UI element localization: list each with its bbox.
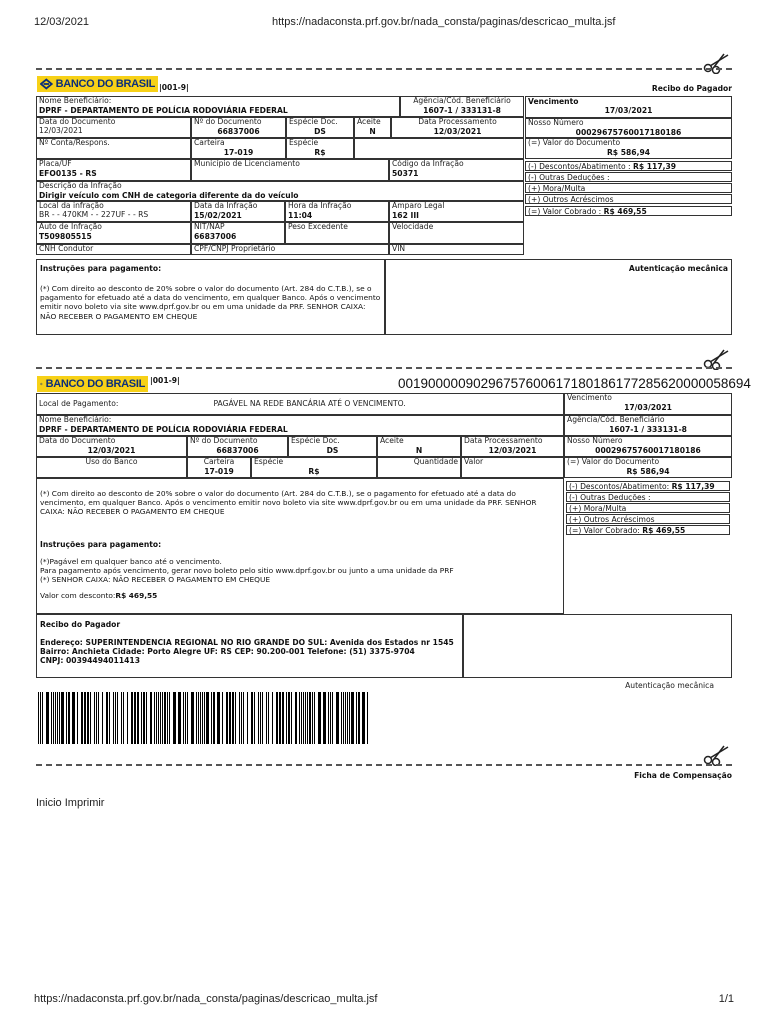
blank-cell: [354, 138, 524, 159]
barcode-bar: [299, 692, 300, 744]
value: DS: [326, 445, 339, 455]
instruction-line: (*) SENHOR CAIXA: NÃO RECEBER O PAGAMENTO EM CHEQUE: [40, 575, 271, 585]
barcode-bar: [106, 692, 108, 744]
barcode-bar: [113, 692, 114, 744]
receipt-instructions: [36, 259, 385, 335]
barcode-bar: [254, 692, 255, 744]
page-count: 1/1: [718, 993, 734, 1005]
value: R$ 117,39: [671, 482, 715, 491]
barcode-bar: [235, 692, 236, 744]
label: (=) Valor Cobrado :: [528, 207, 602, 216]
notice-text: (*) Com direito ao desconto de 20% sobre o valor do documento (Art. 284 do C.T.B.), se o pagamento for efetuado até a data do vencimento, em qualquer Banco. Após o vencimento emitir novo boleto via site www.dprf.gov.br ou em uma unidade da PRF. SENHOR CAIXA: NÃO RECEBER O PAGAMENTO EM CHEQUE: [40, 489, 537, 517]
barcode-bar: [94, 692, 95, 744]
beneficiary-cell: [36, 96, 400, 117]
instructions-title: Instruções para pagamento:: [40, 264, 162, 273]
barcode-bar: [173, 692, 176, 744]
nit-cell: [191, 222, 285, 244]
barcode-bar: [150, 692, 152, 744]
label: Vencimento: [567, 393, 612, 402]
barcode-bar: [162, 692, 163, 744]
currency-cell: [286, 138, 354, 159]
barcode-bar: [349, 692, 350, 744]
label: NIT/NAP: [194, 222, 225, 231]
barcode-bar: [314, 692, 315, 744]
label: CNH Condutor: [39, 244, 94, 253]
scissors-icon: [702, 744, 732, 766]
barcode-bar: [276, 692, 278, 744]
value: N: [369, 126, 376, 136]
doc-date-cell: [36, 117, 191, 138]
compensation-title: Ficha de Compensação: [634, 771, 732, 780]
document-value-cell: [525, 138, 732, 159]
currency-cell: [251, 457, 377, 478]
value: DPRF - DEPARTAMENTO DE POLÍCIA RODOVIÁRIA FEDERAL: [39, 424, 288, 434]
receipt-authentication: [385, 259, 732, 335]
label: Data do Documento: [39, 436, 116, 445]
bank-logo-icon: [40, 78, 53, 90]
value: Dirigir veículo com CNH de categoria diferente da do veículo: [39, 190, 299, 200]
value: 17/03/2021: [604, 106, 653, 115]
barcode-bar: [312, 692, 313, 744]
barcode-bar: [239, 692, 240, 744]
barcode-bar: [243, 692, 244, 744]
deductions-row: [566, 492, 730, 502]
plate-cell: [36, 159, 191, 181]
barcode-bar: [156, 692, 157, 744]
barcode-bar: [262, 692, 263, 744]
label: Espécie Doc.: [291, 436, 340, 445]
label: Vencimento: [528, 97, 579, 106]
barcode-bar: [38, 692, 39, 744]
label: Valor: [464, 457, 484, 466]
value: 12/03/2021: [87, 445, 136, 455]
label: Nome Beneficiário:: [39, 415, 112, 424]
label: (=) Valor Cobrado:: [569, 526, 640, 535]
authentication-label: Autenticação mecânica: [625, 681, 714, 690]
label: Data da Infração: [194, 201, 258, 210]
label: Local da infração: [39, 201, 104, 210]
value: R$: [314, 147, 326, 157]
barcode-bar: [167, 692, 168, 744]
barcode-bar: [347, 692, 348, 744]
label: Descrição da Infração: [39, 181, 122, 190]
due-date-cell: [525, 96, 732, 118]
barcode-bar: [146, 692, 147, 744]
cnh-cell: [36, 244, 191, 255]
barcode-bar: [117, 692, 118, 744]
barcode-bar: [102, 692, 103, 744]
barcode-bar: [279, 692, 281, 744]
barcode-bar: [51, 692, 52, 744]
barcode-bar: [222, 692, 223, 744]
penalty-row: [525, 183, 732, 193]
barcode-bar: [158, 692, 159, 744]
value: 11:04: [288, 210, 313, 220]
label: Valor com desconto:: [40, 591, 116, 601]
barcode-bar: [211, 692, 212, 744]
processing-date-cell: [391, 117, 524, 138]
barcode-bar: [351, 692, 354, 744]
value: 50371: [392, 168, 419, 178]
barcode-bar: [154, 692, 155, 744]
barcode-bar: [160, 692, 161, 744]
label: Espécie: [289, 138, 319, 147]
due-date-cell: [564, 393, 732, 415]
barcode-bar: [226, 692, 228, 744]
label: (+) Outros Acréscimos: [528, 195, 614, 204]
barcode-bar: [46, 692, 49, 744]
instructions-text: (*) Com direito ao desconto de 20% sobre o valor do documento (Art. 284 do C.T.B.), se o pagamento for efetuado até a data do vencimento, em qualquer Banco. Após o vencimento emitir novo boleto via site www.dprf.gov.br ou em uma unidade da PRF. SENHOR CAIXA: NÃO RECEBER O PAGAMENTO EM CHEQUE: [40, 284, 381, 321]
barcode-bar: [305, 692, 306, 744]
quantity-cell: [377, 457, 461, 478]
label: Carteira: [203, 457, 235, 466]
infraction-time-cell: [285, 201, 389, 222]
barcode-bar: [185, 692, 186, 744]
barcode-bar: [191, 692, 194, 744]
value: DPRF - DEPARTAMENTO DE POLÍCIA RODOVIÁRIA FEDERAL: [39, 105, 288, 115]
wallet-cell: [191, 138, 286, 159]
label: Local de Pagamento:: [39, 399, 119, 408]
value: PAGÁVEL NA REDE BANCÁRIA ATÉ O VENCIMENTO.: [213, 399, 406, 408]
value: R$ 469,55: [603, 207, 647, 216]
barcode-bar: [131, 692, 133, 744]
barcode-bar: [213, 692, 215, 744]
barcode-bar: [187, 692, 188, 744]
barcode-bar: [137, 692, 139, 744]
our-number-cell: [525, 118, 732, 138]
barcode-bar: [291, 692, 292, 744]
instructions-title: Instruções para pagamento:: [40, 539, 162, 549]
barcode-bar: [345, 692, 346, 744]
label: (+) Mora/Multa: [569, 504, 627, 513]
value: T509805515: [39, 231, 92, 241]
account-cell: [36, 138, 191, 159]
value: 12/03/2021: [433, 126, 482, 136]
accept-cell: [377, 436, 461, 457]
value: R$ 586,94: [626, 466, 670, 476]
value: 00029675760017180186: [575, 127, 682, 137]
barcode-bar: [96, 692, 97, 744]
ficha-instructions: [36, 478, 564, 614]
label: Nº Conta/Respons.: [39, 138, 110, 147]
label: Data do Documento: [39, 117, 116, 126]
barcode-bar: [109, 692, 110, 744]
penalty-row: [566, 503, 730, 513]
wallet-cell: [187, 457, 251, 478]
doc-species-cell: [286, 117, 354, 138]
barcode-bar: [204, 692, 205, 744]
barcode-bar: [318, 692, 321, 744]
barcode-bar: [232, 692, 234, 744]
label: (=) Valor do Documento: [528, 138, 621, 147]
barcode-bar: [98, 692, 99, 744]
doc-species-cell: [288, 436, 377, 457]
barcode-bar: [295, 692, 297, 744]
value: 1607-1 / 333131-8: [609, 424, 687, 434]
barcode-bar: [200, 692, 201, 744]
label: Município de Licenciamento: [194, 159, 300, 168]
barcode-bar: [303, 692, 304, 744]
bank-name: BANCO DO BRASIL: [45, 378, 145, 390]
barcode-bar: [266, 692, 267, 744]
municipality-cell: [191, 159, 389, 181]
label: Nosso Número: [528, 118, 584, 127]
label: Nome Beneficiário:: [39, 96, 112, 105]
label: Nosso Número: [567, 436, 623, 445]
inicio-link[interactable]: Inicio: [36, 797, 62, 809]
barcode-bar: [343, 692, 344, 744]
label: Data Processamento: [464, 436, 543, 445]
barcode-bar: [61, 692, 64, 744]
print-url: https://nadaconsta.prf.gov.br/nada_consta/paginas/descricao_multa.jsf: [272, 16, 616, 28]
payer-receipt-box: [36, 614, 463, 678]
label: Nº do Documento: [190, 436, 258, 445]
doc-date-cell: [36, 436, 187, 457]
value: 15/02/2021: [194, 210, 242, 220]
value: 66837006: [194, 231, 237, 241]
barcode-bar: [206, 692, 209, 744]
instruction-line: (*)Pagável em qualquer banco até o vencimento.: [40, 556, 222, 566]
barcode: [38, 692, 374, 744]
label: Agência/Cód. Beneficiário: [567, 415, 665, 424]
value: 66837006: [217, 126, 260, 136]
value: 00029675760017180186: [595, 445, 701, 455]
value: R$ 469,55: [115, 591, 158, 601]
label: Agência/Cód. Beneficiário: [413, 96, 511, 105]
barcode-bar: [307, 692, 308, 744]
barcode-bar: [241, 692, 242, 744]
typeable-line: 00190000090296757600617180186177285620000058694: [398, 376, 751, 391]
bank-use-cell: [36, 457, 187, 478]
label: Nº do Documento: [194, 117, 262, 126]
label: (+) Mora/Multa: [528, 184, 586, 193]
barcode-bar: [336, 692, 339, 744]
label: Velocidade: [392, 222, 434, 231]
receipt-title: Recibo do Pagador: [651, 84, 732, 93]
cut-line: [36, 68, 732, 70]
label: (-) Outras Deduções :: [528, 173, 610, 182]
notice-cell: [36, 222, 191, 244]
barcode-bar: [217, 692, 220, 744]
deductions-row: [525, 172, 732, 182]
doc-number-cell: [187, 436, 288, 457]
processing-date-cell: [461, 436, 564, 457]
label: (-) Descontos/Abatimento :: [528, 162, 631, 171]
label: Peso Excedente: [288, 222, 348, 231]
value: R$ 586,94: [606, 147, 651, 157]
label: Hora da Infração: [288, 201, 352, 210]
value-cell: [461, 457, 564, 478]
excess-weight-cell: [285, 222, 389, 244]
label: Espécie Doc.: [289, 117, 338, 126]
cut-line: [36, 367, 732, 369]
barcode-bar: [362, 692, 365, 744]
value: 17-019: [204, 466, 234, 476]
label: Aceite: [380, 436, 404, 445]
payment-place-cell: [36, 393, 564, 415]
agency-cell: [564, 415, 732, 436]
label: Aceite: [357, 117, 381, 126]
additions-row: [525, 194, 732, 204]
barcode-bar: [202, 692, 203, 744]
label: (=) Valor do Documento: [567, 457, 660, 466]
value: 162 III: [392, 210, 419, 220]
label: Código da Infração: [392, 159, 464, 168]
bank-code: |001-9|: [150, 376, 180, 385]
bank-logo: [37, 76, 158, 92]
print-date: 12/03/2021: [34, 16, 90, 28]
label: Placa/UF: [39, 159, 72, 168]
value: R$: [308, 466, 320, 476]
barcode-bar: [260, 692, 261, 744]
discount-row: [566, 481, 730, 491]
imprimir-link[interactable]: Imprimir: [64, 797, 105, 809]
document-value-cell: [564, 457, 732, 478]
label: Carteira: [194, 138, 225, 147]
barcode-bar: [341, 692, 342, 744]
barcode-bar: [288, 692, 290, 744]
address: Endereço: SUPERINTENDENCIA REGIONAL NO RIO GRANDE DO SUL: Avenida dos Estados nr 1545 Bairro: Anchieta Cidade: Porto Alegre UF: RS CEP: 90.200-001 Telefone: (51) 3375-9704: [40, 638, 454, 656]
vin-cell: [389, 244, 524, 255]
barcode-bar: [42, 692, 43, 744]
value: R$ 469,55: [642, 526, 686, 535]
barcode-bar: [301, 692, 302, 744]
doc-number-cell: [191, 117, 286, 138]
barcode-bar: [90, 692, 91, 744]
barcode-bar: [84, 692, 86, 744]
barcode-bar: [123, 692, 124, 744]
barcode-bar: [55, 692, 56, 744]
infraction-date-cell: [191, 201, 285, 222]
barcode-bar: [358, 692, 360, 744]
barcode-bar: [323, 692, 326, 744]
barcode-bar: [127, 692, 128, 744]
discount-row: [525, 161, 732, 171]
barcode-bar: [72, 692, 75, 744]
bank-name: BANCO DO BRASIL: [55, 78, 155, 90]
charged-value-row: [525, 206, 732, 216]
label: Uso do Banco: [85, 457, 138, 466]
infraction-code-cell: [389, 159, 524, 181]
charged-value-row: [566, 525, 730, 535]
barcode-bar: [272, 692, 273, 744]
legal-basis-cell: [389, 201, 524, 222]
barcode-bar: [330, 692, 331, 744]
barcode-bar: [40, 692, 41, 744]
scissors-icon: [702, 52, 732, 74]
value: 12/03/2021: [39, 125, 83, 135]
barcode-bar: [87, 692, 89, 744]
label: Auto de Infração: [39, 222, 102, 231]
cpf-cell: [191, 244, 389, 255]
speed-cell: [389, 222, 524, 244]
cnpj: CNPJ: 00394494011413: [40, 656, 140, 665]
label: CPF/CNPJ Proprietário: [194, 244, 276, 253]
label: Espécie: [254, 457, 284, 466]
blank-cell: [463, 614, 732, 678]
label: VIN: [392, 244, 406, 253]
label: Amparo Legal: [392, 201, 445, 210]
value: BR - - 470KM - - 227UF - - RS: [39, 209, 149, 219]
barcode-bar: [134, 692, 136, 744]
cut-line: [36, 764, 732, 766]
barcode-bar: [121, 692, 122, 744]
bank-logo-icon: [40, 378, 43, 390]
description-cell: [36, 181, 524, 201]
value: 1607-1 / 333131-8: [423, 105, 501, 115]
value: N: [415, 445, 423, 455]
label: (-) Descontos/Abatimento:: [569, 482, 670, 491]
barcode-bar: [66, 692, 67, 744]
label: (+) Outros Acréscimos: [569, 515, 655, 524]
barcode-bar: [247, 692, 248, 744]
value: 12/03/2021: [488, 445, 537, 455]
barcode-bar: [53, 692, 54, 744]
barcode-bar: [309, 692, 311, 744]
barcode-bar: [143, 692, 145, 744]
barcode-bar: [251, 692, 253, 744]
barcode-bar: [141, 692, 142, 744]
value: EFO0135 - RS: [39, 168, 97, 178]
print-url-footer: https://nadaconsta.prf.gov.br/nada_consta/paginas/descricao_multa.jsf: [34, 993, 378, 1005]
barcode-bar: [268, 692, 269, 744]
label: Data Processamento: [418, 117, 497, 126]
agency-cell: [400, 96, 524, 117]
barcode-bar: [332, 692, 333, 744]
barcode-bar: [286, 692, 287, 744]
barcode-bar: [57, 692, 58, 744]
barcode-bar: [282, 692, 284, 744]
barcode-bar: [356, 692, 357, 744]
barcode-bar: [229, 692, 231, 744]
authentication-label: Autenticação mecânica: [628, 264, 728, 273]
barcode-bar: [59, 692, 60, 744]
barcode-bar: [367, 692, 368, 744]
value: 17-019: [223, 147, 254, 157]
barcode-bar: [115, 692, 116, 744]
bank-logo: [37, 376, 148, 392]
barcode-bar: [169, 692, 170, 744]
label: Quantidade: [413, 457, 458, 466]
barcode-bar: [77, 692, 78, 744]
barcode-bar: [68, 692, 70, 744]
barcode-bar: [258, 692, 259, 744]
beneficiary-cell: [36, 415, 564, 436]
instruction-line: Para pagamento após vencimento, gerar novo boleto pelo sitio www.dprf.gov.br ou junto a uma unidade da PRF: [40, 565, 454, 575]
accept-cell: [354, 117, 391, 138]
additions-row: [566, 514, 730, 524]
value: R$ 117,39: [632, 162, 677, 171]
barcode-bar: [198, 692, 199, 744]
value: DS: [314, 126, 326, 136]
barcode-bar: [178, 692, 181, 744]
value: 66837006: [216, 445, 259, 455]
barcode-bar: [196, 692, 197, 744]
location-cell: [36, 201, 191, 222]
payer-receipt-title: Recibo do Pagador: [40, 620, 121, 629]
barcode-bar: [81, 692, 83, 744]
barcode-bar: [183, 692, 184, 744]
value: 17/03/2021: [624, 402, 672, 412]
barcode-bar: [328, 692, 329, 744]
label: (-) Outras Deduções :: [569, 493, 651, 502]
barcode-bar: [164, 692, 166, 744]
our-number-cell: [564, 436, 732, 457]
bank-code: |001-9|: [159, 83, 189, 92]
